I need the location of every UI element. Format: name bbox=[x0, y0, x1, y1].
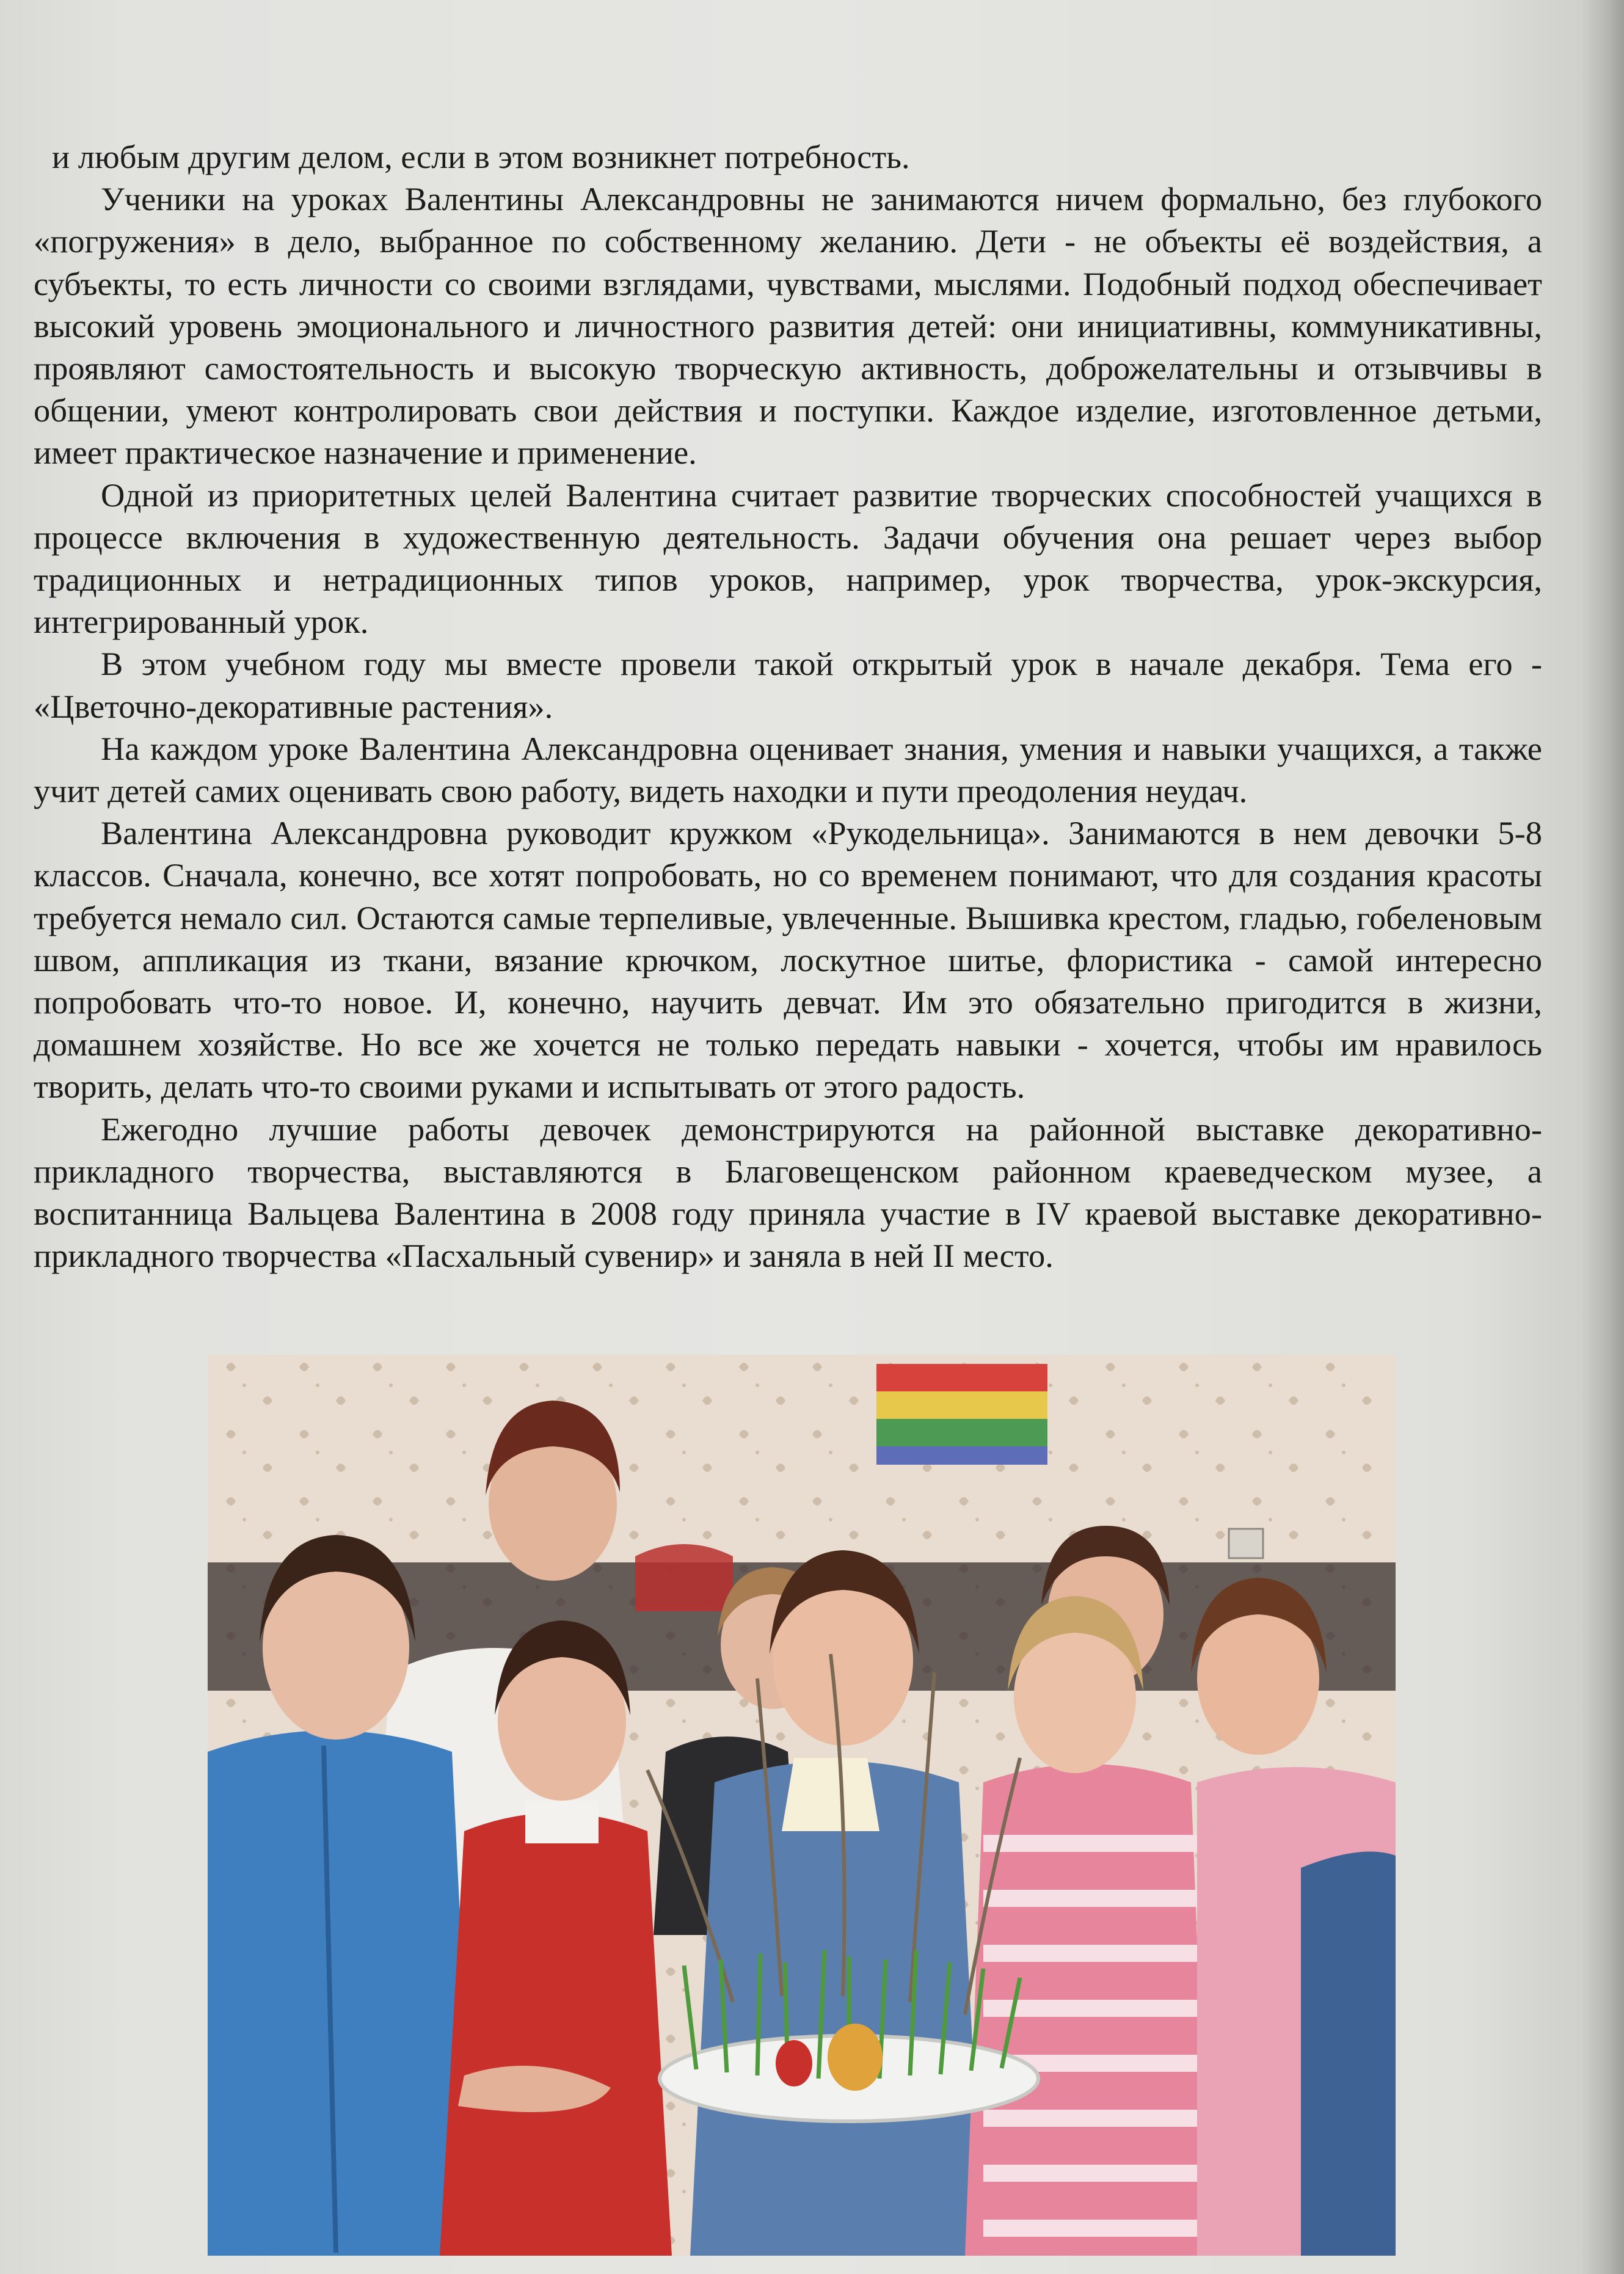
paragraph-3: Одной из приоритетных целей Валентина считает развитие творческих способностей учащихся в процессе включения в художественную деятельность. Задачи обучения она решает через выбор традиционных и нетрадиционных типов уроков, например, урок творчества, урок-экскурсия, интегрированный урок. bbox=[34, 476, 1542, 641]
wall-switch bbox=[1229, 1529, 1263, 1558]
paragraph-2: Ученики на уроках Валентины Александровны не занимаются ничем формально, без глубокого «погружения» в дело, выбранное по собственному желанию. Дети - не объекты её воздействия, а субъекты, то есть личности со своими взглядами, чувствами, мыслями. Подобный подход обеспечивает высокий уровень эмоционального и личностного развития детей: они инициативны, коммуникативны, проявляют самостоятельность и высокую творческую активность, доброжелательны и отзывчивы в общении, умеют контролировать свои действия и поступки. Каждое изделие, изготовленное детьми, имеет практическое назначение и применение. bbox=[34, 180, 1542, 472]
article-text bbox=[34, 136, 1542, 1277]
paragraph-1: и любым другим делом, если в этом возникнет потребность. bbox=[52, 138, 910, 175]
paragraph-4: В этом учебном году мы вместе провели такой открытый урок в начале декабря. Тема его - «Цветочно-декоративные растения». bbox=[34, 645, 1542, 725]
rainbow-flag-icon bbox=[876, 1364, 1047, 1465]
paragraph-7: Ежегодно лучшие работы девочек демонстрируются на районной выставке декоративно-прикладного творчества, выставляются в Благовещенском районном краеведческом музее, а воспитанница Вальцева Валентина в 2008 году приняла участие в IV краевой выставке декоративно-прикладного творчества «Пасхальный сувенир» и заняла в ней II место. bbox=[34, 1110, 1542, 1275]
group-photo bbox=[208, 1355, 1396, 2256]
group-photo-illustration bbox=[208, 1355, 1396, 2256]
paragraph-6: Валентина Александровна руководит кружком «Рукодельница». Занимаются в нем девочки 5-8 классов. Сначала, конечно, все хотят попробовать, но со временем понимают, что для создания красоты требуется немало сил. Остаются самые терпеливые, увлеченные. Вышивка крестом, гладью, гобеленовым швом, аппликация из ткани, вязание крючком, лоскутное шитье, флористика - самой интересно попробовать что-то новое. И, конечно, научить девчат. Им это обязательно пригодится в жизни, домашнем хозяйстве. Но все же хочется не только передать навыки - хочется, чтобы им нравилось творить, делать что-то своими руками и испытывать от этого радость. bbox=[34, 814, 1542, 1106]
paragraph-5: На каждом уроке Валентина Александровна оценивает знания, умения и навыки учащихся, а также учит детей самих оценивать свою работу, видеть находки и пути преодоления неудач. bbox=[34, 729, 1542, 810]
page-gutter-shadow bbox=[1581, 0, 1624, 2274]
